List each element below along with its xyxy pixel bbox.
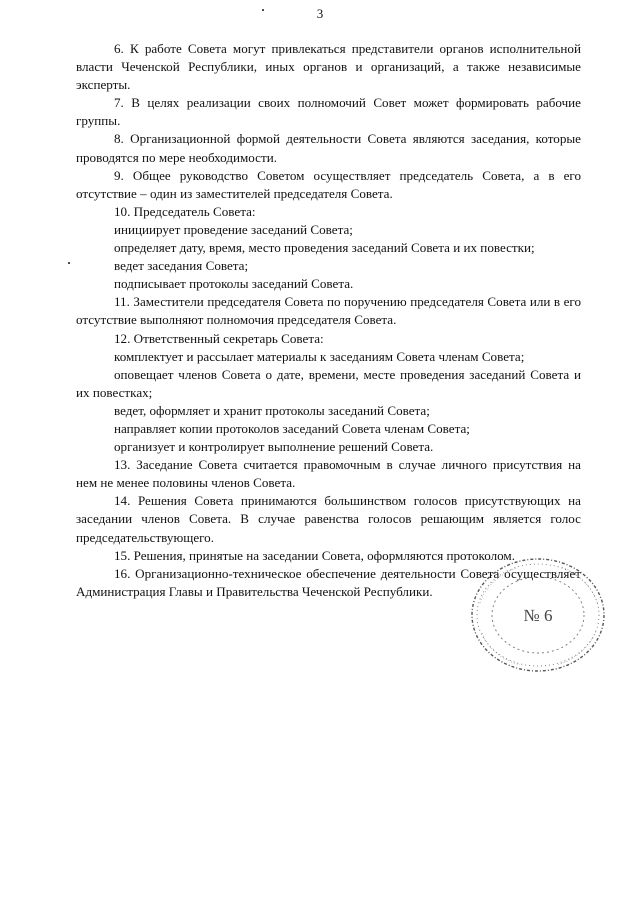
paragraph-7: 7. В целях реализации своих полномочий Совет может формировать рабочие группы. — [76, 95, 581, 129]
page-number: 3 — [316, 6, 324, 21]
paragraph-11: 11. Заместители председателя Совета по поручению председателя Совета или в его отсутствие выполняют полномочия председателя Совета. — [76, 294, 581, 328]
paragraph-6: 6. К работе Совета могут привлекаться представители органов исполнительной власти Чеченской Республики, иных органов и организаций, а также независимые эксперты. — [76, 41, 581, 93]
chair-duty-2: определяет дату, время, место проведения заседаний Совета и их повестки; — [114, 240, 535, 256]
chair-duty-1: инициирует проведение заседаний Совета; — [114, 221, 353, 237]
paragraph-15: 15. Решения, принятые на заседании Совета, оформляются протоколом. — [114, 547, 515, 563]
scan-speck — [68, 262, 70, 264]
paragraph-9: 9. Общее руководство Советом осуществляет председатель Совета, а в его отсутствие – один из заместителей председателя Совета. — [76, 167, 581, 201]
secretary-duty-3: ведет, оформляет и хранит протоколы заседаний Совета; — [114, 402, 430, 418]
secretary-duty-5: организует и контролирует выполнение решений Совета. — [114, 439, 434, 455]
stamp-number: № 6 — [523, 606, 553, 625]
secretary-duty-4: направляет копии протоколов заседаний Совета членам Совета; — [114, 420, 470, 436]
scan-speck — [262, 9, 264, 11]
paragraph-8: 8. Организационной формой деятельности Совета являются заседания, которые проводятся по мере необходимости. — [76, 131, 581, 165]
paragraph-12-heading: 12. Ответственный секретарь Совета: — [114, 330, 324, 346]
paragraph-13: 13. Заседание Совета считается правомочным в случае личного присутствия на нем не менее половины членов Совета. — [76, 457, 581, 491]
official-seal-stamp — [458, 553, 608, 675]
chair-duty-3: ведет заседания Совета; — [114, 258, 249, 274]
paragraph-16: 16. Организационно-техническое обеспечение деятельности Совета осуществляет Администрация Главы и Правительства Чеченской Республики. — [76, 565, 581, 599]
secretary-duty-2: оповещает членов Совета о дате, времени, месте проведения заседаний Совета и их повестках; — [76, 366, 581, 400]
secretary-duty-1: комплектует и рассылает материалы к заседаниям Совета членам Совета; — [114, 348, 525, 364]
seal-icon — [458, 553, 608, 675]
paragraph-10-heading: 10. Председатель Совета: — [114, 203, 256, 219]
paragraph-14: 14. Решения Совета принимаются большинством голосов присутствующих на заседании членов Совета. В случае равенства голосов решающим является голос председательствующего. — [76, 493, 581, 545]
chair-duty-4: подписывает протоколы заседаний Совета. — [114, 276, 354, 292]
document-body — [76, 40, 581, 601]
